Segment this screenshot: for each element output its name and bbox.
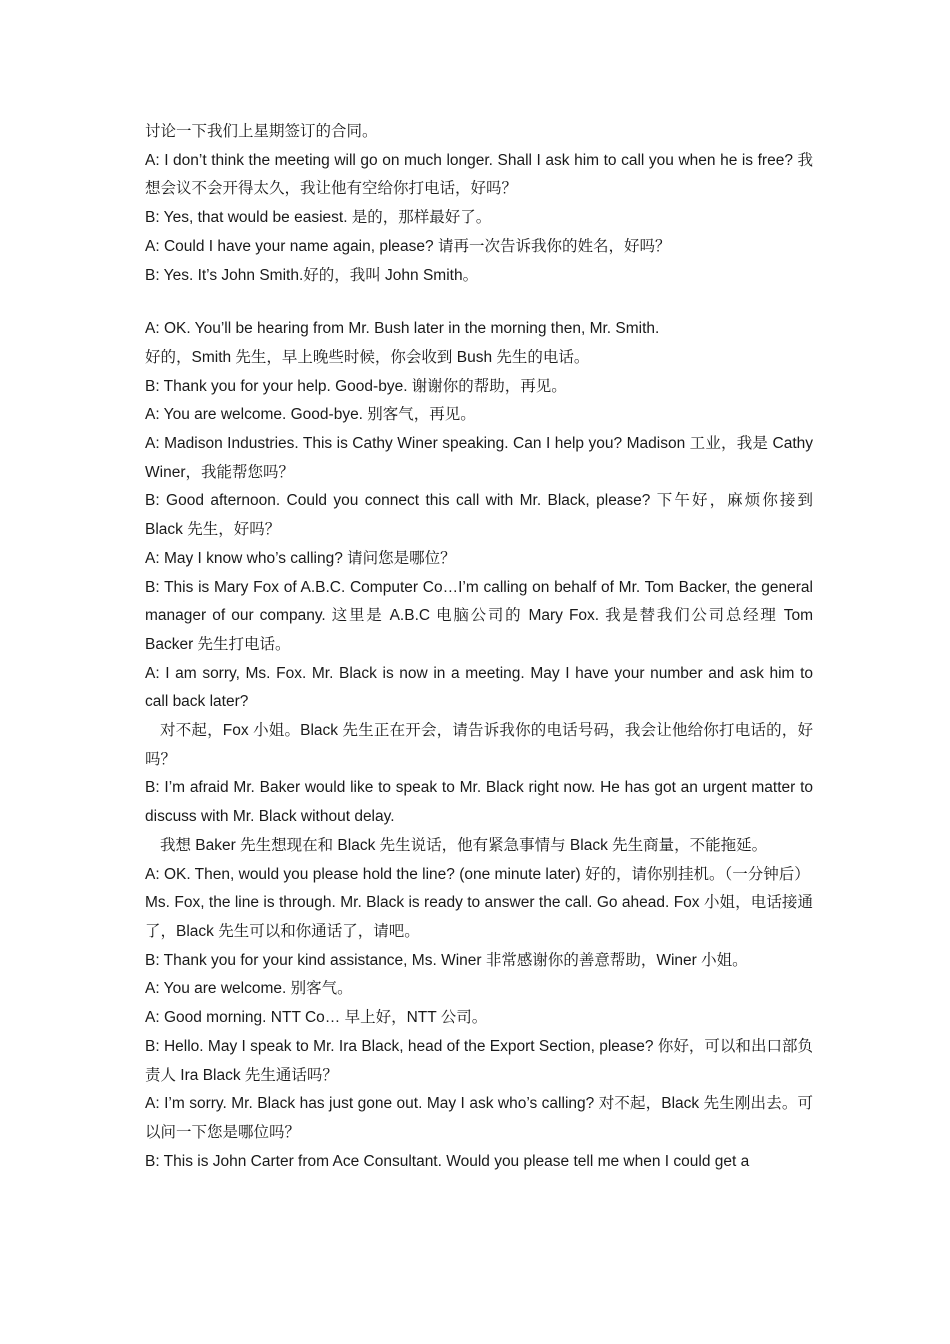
paragraph: B: Thank you for your kind assistance, Ms. Winer 非常感谢你的善意帮助，Winer 小姐。 (145, 951, 748, 969)
document-page (145, 118, 813, 1176)
paragraph: A: OK. You’ll be hearing from Mr. Bush later in the morning then, Mr. Smith. (145, 320, 660, 338)
paragraph: B: Thank you for your help. Good-bye. 谢谢你的帮助，再见。 (145, 377, 567, 395)
paragraph: A: May I know who’s calling? 请问您是哪位？ (145, 549, 456, 567)
paragraph: B: This is Mary Fox of A.B.C. Computer Co…I’m calling on behalf of Mr. Tom Backer, the general manager of our company. 这里是 A.B.C 电脑公司的 Mary Fox. 我是替我们公司总经理 Tom Backer 先生打电话。 (145, 578, 813, 653)
paragraph: B: Yes, that would be easiest. 是的，那样最好了。 (145, 209, 492, 227)
paragraph: A: You are welcome. 别客气。 (145, 980, 353, 998)
paragraph: Ms. Fox, the line is through. Mr. Black is ready to answer the call. Go ahead. Fox 小姐，电话接通了，Black 先生可以和你通话了，请吧。 (145, 894, 813, 940)
paragraph: A: I’m sorry. Mr. Black has just gone out. May I ask who’s calling? 对不起，Black 先生刚出去。可以问一下您是哪位吗？ (145, 1095, 813, 1141)
paragraph: A: Madison Industries. This is Cathy Winer speaking. Can I help you? Madison 工业，我是 Cathy Winer，我能帮您吗？ (145, 435, 813, 481)
paragraph: 好的，Smith 先生，早上晚些时候，你会收到 Bush 先生的电话。 (145, 348, 590, 366)
paragraph: B: Good afternoon. Could you connect this call with Mr. Black, please? 下午好，麻烦你接到 Black 先生，好吗？ (145, 492, 813, 539)
paragraph: B: I’m afraid Mr. Baker would like to speak to Mr. Black right now. He has got an urgent matter to discuss with Mr. Black without delay. (145, 779, 813, 826)
paragraph: A: I don’t think the meeting will go on much longer. Shall I ask him to call you when he is free? 我想会议不会开得太久，我让他有空给你打电话，好吗？ (145, 151, 813, 198)
paragraph: 对不起，Fox 小姐。Black 先生正在开会，请告诉我你的电话号码，我会让他给你打电话的，好吗？ (145, 722, 813, 768)
paragraph: B: This is John Carter from Ace Consultant. Would you please tell me when I could get a (145, 1152, 750, 1170)
paragraph: A: OK. Then, would you please hold the line? (one minute later) 好的，请你别挂机。（一分钟后） (145, 865, 810, 883)
paragraph: A: Could I have your name again, please? 请再一次告诉我你的姓名，好吗？ (145, 237, 671, 255)
paragraph: 讨论一下我们上星期签订的合同。 (145, 123, 378, 140)
paragraph: B: Hello. May I speak to Mr. Ira Black, head of the Export Section, please? 你好，可以和出口部负责人 Ira Black 先生通话吗？ (145, 1037, 813, 1084)
paragraph: B: Yes. It’s John Smith.好的，我叫 John Smith。 (145, 266, 479, 284)
paragraph: A: Good morning. NTT Co… 早上好，NTT 公司。 (145, 1009, 488, 1027)
paragraph: A: I am sorry, Ms. Fox. Mr. Black is now in a meeting. May I have your number and ask him to call back later? (145, 664, 813, 711)
paragraph: A: You are welcome. Good-bye. 别客气，再见。 (145, 406, 476, 424)
blank-line (145, 290, 813, 315)
paragraph: 我想 Baker 先生想现在和 Black 先生说话，他有紧急事情与 Black 先生商量，不能拖延。 (160, 836, 768, 854)
